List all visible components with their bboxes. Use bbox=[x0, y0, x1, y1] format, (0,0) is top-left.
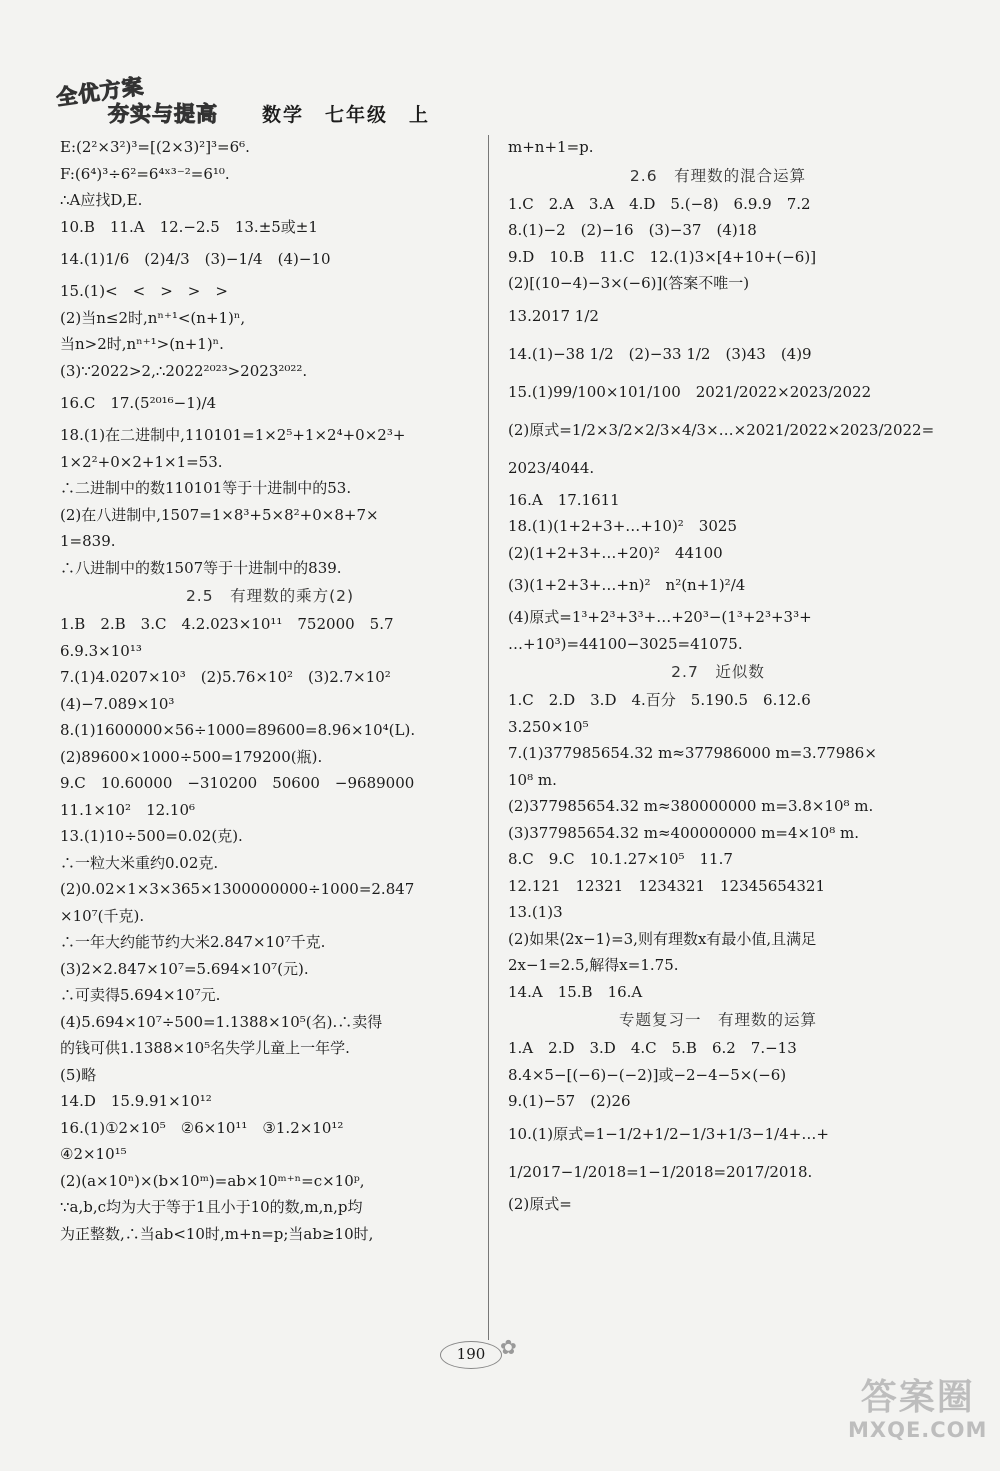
answer-line: …+10³)=44100−3025=41075. bbox=[508, 634, 743, 653]
answer-line: (3)∵2022>2,∴2022²⁰²³>2023²⁰²². bbox=[60, 361, 308, 380]
answer-line: 18.(1)(1+2+3+…+10)² 3025 bbox=[508, 517, 737, 535]
answer-line: (4)原式=1³+2³+3³+…+20³−(1³+2³+3³+ bbox=[508, 608, 812, 626]
answer-line: 8.C 9.C 10.1.27×10⁵ 11.7 bbox=[508, 850, 733, 868]
answer-line: 9.C 10.60000 −310200 50600 −9689000 bbox=[60, 774, 415, 792]
answer-line: (2)(a×10ⁿ)×(b×10ᵐ)=ab×10ᵐ⁺ⁿ=c×10ᵖ, bbox=[60, 1171, 365, 1190]
answer-line: 的钱可供1.1388×10⁵名失学儿童上一年学. bbox=[60, 1039, 350, 1057]
answer-line: 2x−1=2.5,解得x=1.75. bbox=[508, 956, 679, 974]
palm-tree-icon: ✿ bbox=[500, 1335, 517, 1359]
page-number-badge bbox=[440, 1335, 526, 1371]
answer-line: 2023/4044. bbox=[508, 458, 595, 477]
answer-line: (2)如果⟨2x−1⟩=3,则有理数x有最小值,且满足 bbox=[508, 929, 817, 948]
answer-line: 15.(1)< < > > > bbox=[60, 282, 228, 300]
answer-line: 3.250×10⁵ bbox=[508, 717, 589, 736]
answer-line: 1=839. bbox=[60, 532, 116, 550]
answer-line: 14.(1)−38 1/2 (2)−33 1/2 (3)43 (4)9 bbox=[508, 344, 812, 363]
answer-line: 8.4×5−[(−6)−(−2)]或−2−4−5×(−6) bbox=[508, 1065, 787, 1084]
answer-line: 14.(1)1/6 (2)4/3 (3)−1/4 (4)−10 bbox=[60, 250, 331, 268]
answer-line: (2)[(10−4)−3×(−6)](答案不唯一) bbox=[508, 274, 750, 292]
section-heading: 2.7 近似数 bbox=[671, 663, 765, 681]
answer-line: 11.1×10² 12.10⁶ bbox=[60, 800, 196, 819]
answer-line: 1.C 2.D 3.D 4.百分 5.190.5 6.12.6 bbox=[508, 691, 811, 709]
answer-line: (2)(1+2+3+…+20)² 44100 bbox=[508, 543, 723, 562]
answer-line: 14.A 15.B 16.A bbox=[508, 982, 643, 1001]
answer-line: E:(2²×3²)³=[(2×3)²]³=6⁶. bbox=[60, 138, 250, 156]
answer-line: (2)0.02×1×3×365×1300000000÷1000=2.847 bbox=[60, 880, 415, 898]
answer-line: (4)5.694×10⁷÷500=1.1388×10⁵(名).∴卖得 bbox=[60, 1012, 383, 1031]
answer-line: ∴二进制中的数110101等于十进制中的53. bbox=[60, 479, 352, 497]
answer-line: ×10⁷(千克). bbox=[60, 906, 145, 925]
answer-line: 18.(1)在二进制中,110101=1×2⁵+1×2⁴+0×2³+ bbox=[60, 426, 406, 444]
answer-line: 9.(1)−57 (2)26 bbox=[508, 1092, 631, 1110]
answer-line: 为正整数,∴当ab<10时,m+n=p;当ab≥10时, bbox=[60, 1224, 374, 1243]
answer-line: 16.(1)①2×10⁵ ②6×10¹¹ ③1.2×10¹² bbox=[60, 1118, 344, 1137]
answer-line: 1.A 2.D 3.D 4.C 5.B 6.2 7.−13 bbox=[508, 1039, 797, 1057]
answer-line: (2)在八进制中,1507=1×8³+5×8²+0×8+7× bbox=[60, 505, 379, 524]
answer-line: 10.(1)原式=1−1/2+1/2−1/3+1/3−1/4+…+ bbox=[508, 1124, 829, 1143]
answer-line: (2)原式=1/2×3/2×2/3×4/3×…×2021/2022×2023/2022= bbox=[508, 420, 935, 439]
answer-line: (2)当n≤2时,nⁿ⁺¹<(n+1)ⁿ, bbox=[60, 308, 246, 327]
answer-line: 9.D 10.B 11.C 12.(1)3×[4+10+(−6)] bbox=[508, 247, 817, 266]
answer-line: 1/2017−1/2018=1−1/2018=2017/2018. bbox=[508, 1162, 813, 1181]
answer-line: ∴A应找D,E. bbox=[60, 191, 143, 209]
answer-line: 7.(1)4.0207×10³ (2)5.76×10² (3)2.7×10² bbox=[60, 668, 391, 686]
left-column bbox=[60, 134, 480, 1247]
logo-line1: 全优方案 bbox=[54, 73, 146, 110]
answer-line: 1.C 2.A 3.A 4.D 5.(−8) 6.9.9 7.2 bbox=[508, 194, 811, 213]
answer-line: 14.D 15.9.91×10¹² bbox=[60, 1092, 212, 1110]
section-heading: 2.6 有理数的混合运算 bbox=[629, 166, 807, 185]
answer-line: 16.C 17.(5²⁰¹⁶−1)/4 bbox=[60, 394, 217, 412]
answer-line: ④2×10¹⁵ bbox=[60, 1145, 127, 1163]
answer-line: 8.(1)1600000×56÷1000=89600=8.96×10⁴(L). bbox=[60, 721, 416, 739]
answer-line: 13.(1)10÷500=0.02(克). bbox=[60, 827, 243, 845]
watermark-line2: MXQE.COM bbox=[848, 1418, 988, 1442]
answer-line: (3)377985654.32 m≈400000000 m=4×10⁸ m. bbox=[508, 823, 859, 842]
answer-line: 12.121 12321 1234321 12345654321 bbox=[508, 876, 825, 895]
answer-line: 1.B 2.B 3.C 4.2.023×10¹¹ 752000 5.7 bbox=[60, 615, 394, 633]
answer-line: 13.(1)3 bbox=[508, 903, 563, 921]
answer-line: ∴八进制中的数1507等于十进制中的839. bbox=[60, 558, 342, 577]
answer-line: ∵a,b,c均为大于等于1且小于10的数,m,n,p均 bbox=[60, 1198, 363, 1216]
answer-line: ∴一年大约能节约大米2.847×10⁷千克. bbox=[60, 933, 326, 951]
answer-line: (5)略 bbox=[60, 1065, 97, 1084]
answer-line: 7.(1)377985654.32 m≈377986000 m=3.77986× bbox=[508, 744, 877, 762]
page-subject-title: 数学 七年级 上 bbox=[262, 104, 431, 126]
answer-line: m+n+1=p. bbox=[508, 138, 594, 156]
answer-line: (4)−7.089×10³ bbox=[60, 694, 175, 713]
answer-line: 13.2017 1/2 bbox=[508, 306, 599, 325]
watermark-line1: 答案圈 bbox=[860, 1377, 975, 1418]
series-logo bbox=[50, 72, 250, 130]
answer-line: 15.(1)99/100×101/100 2021/2022×2023/2022 bbox=[508, 382, 872, 401]
section-heading: 专题复习一 有理数的运算 bbox=[618, 1011, 817, 1029]
answer-line: 6.9.3×10¹³ bbox=[60, 641, 142, 660]
page-number: 190 bbox=[456, 1345, 486, 1363]
answer-line: (2)89600×1000÷500=179200(瓶). bbox=[60, 747, 323, 766]
answer-line: ∴一粒大米重约0.02克. bbox=[60, 853, 219, 872]
answer-line: F:(6⁴)³÷6²=6⁴ˣ³⁻²=6¹⁰. bbox=[60, 164, 230, 183]
answer-line: (3)(1+2+3+…+n)² n²(n+1)²/4 bbox=[508, 576, 746, 594]
answer-line: 10.B 11.A 12.−2.5 13.±5或±1 bbox=[60, 217, 318, 236]
column-divider bbox=[488, 135, 489, 1340]
answer-line: 1×2²+0×2+1×1=53. bbox=[60, 452, 223, 471]
answer-line: 10⁸ m. bbox=[508, 770, 557, 789]
watermark bbox=[848, 1378, 987, 1442]
answer-line: ∴可卖得5.694×10⁷元. bbox=[60, 986, 221, 1004]
answer-line: 当n>2时,nⁿ⁺¹>(n+1)ⁿ. bbox=[60, 335, 224, 353]
answer-line: 16.A 17.1611 bbox=[508, 490, 620, 509]
answer-line: (3)2×2.847×10⁷=5.694×10⁷(元). bbox=[60, 959, 309, 978]
right-column bbox=[508, 134, 935, 1217]
answer-line: (2)原式= bbox=[508, 1194, 572, 1213]
answer-line: 8.(1)−2 (2)−16 (3)−37 (4)18 bbox=[508, 221, 757, 239]
logo-line2: 夯实与提高 bbox=[108, 102, 218, 126]
section-heading: 2.5 有理数的乘方(2) bbox=[185, 587, 355, 605]
answer-line: (2)377985654.32 m≈380000000 m=3.8×10⁸ m. bbox=[508, 797, 874, 815]
